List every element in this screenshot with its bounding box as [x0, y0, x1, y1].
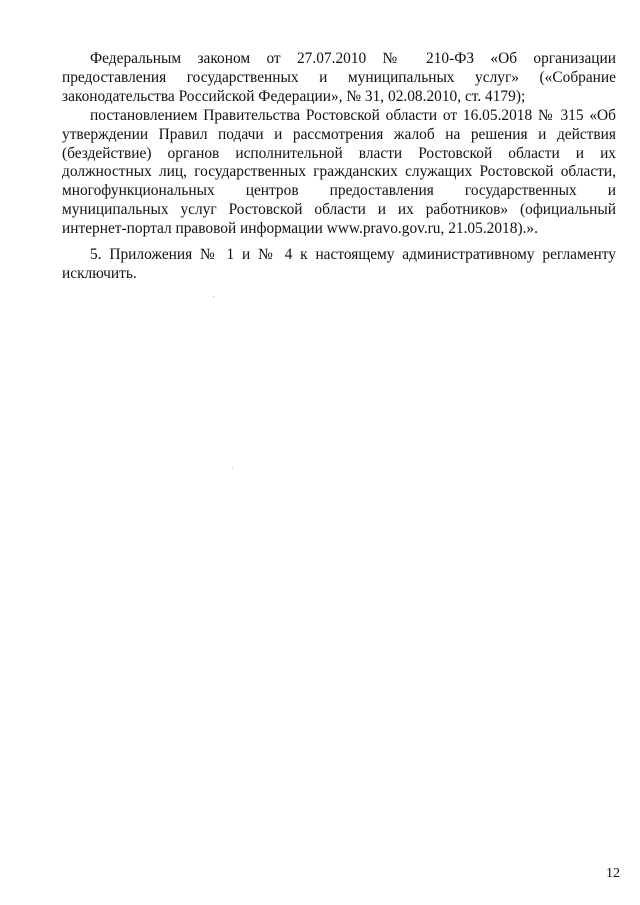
scan-speck: [232, 468, 233, 469]
scan-speck: [213, 296, 214, 297]
body-text: [62, 50, 616, 239]
page-number: 12: [606, 866, 620, 881]
paragraph-federal-law: Федеральным законом от 27.07.2010 № 210-ФЗ «Об организации предоставления государственных и муниципальных услуг» («Собрание законодательства Российской Федерации», № 31, 02.08.2010, ст. 4179);: [62, 50, 616, 105]
paragraph-regional-resolution: постановлением Правительства Ростовской области от 16.05.2018 № 315 «Об утверждении Правил подачи и рассмотрения жалоб на решения и действия (бездействие) органов исполнительной власти Ростовской области и их должностных лиц, государственных гражданских служащих Ростовской области, многофункциональных центров предоставления государственных и муниципальных услуг Ростовской области и их работников» (официальный интернет-портал правовой информации www.pravo.gov.ru, 21.05.2018).».: [62, 106, 616, 238]
body-text-item-5: [62, 246, 616, 284]
paragraph-item-5: 5. Приложения № 1 и № 4 к настоящему административному регламенту исключить.: [62, 246, 616, 282]
